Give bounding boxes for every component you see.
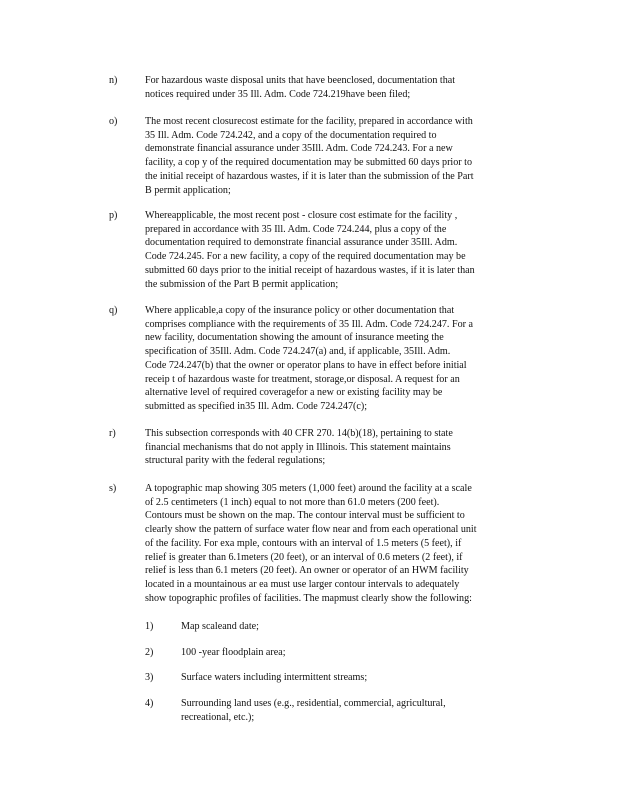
text-line: B permit application; <box>145 184 231 196</box>
item-body <box>145 74 540 101</box>
text-line: clearly show the pattern of surface water flow near and from each operational unit <box>145 524 477 536</box>
item-label: q) <box>109 305 118 316</box>
sub-item-body <box>181 646 541 660</box>
text-line: documentation required to demonstrate financial assurance under 35Ill. Adm. <box>145 237 458 249</box>
item-label: n) <box>109 75 118 86</box>
sub-item-label: 4) <box>145 698 154 709</box>
text-line: submitted as specified in35 Ill. Adm. Code 724.247(c); <box>145 400 368 412</box>
text-line: Surface waters including intermittent streams; <box>181 672 368 683</box>
text-line: relief is less than 6.1 meters (20 feet). An owner or operator of an HWM facility <box>145 565 469 577</box>
text-line: structural parity with the federal regulations; <box>145 455 326 467</box>
text-line: Contours must be shown on the map. The contour interval must be sufficient to <box>145 510 465 522</box>
item-body <box>145 427 540 468</box>
text-line: A topographic map showing 305 meters (1,000 feet) around the facility at a scale <box>145 483 472 494</box>
text-line: the initial receipt of hazardous wastes, if it is later than the submission of the Part <box>145 170 474 182</box>
text-line: Code 724.247(b) that the owner or operator plans to have in effect before initial <box>145 359 467 371</box>
item-body <box>145 482 540 605</box>
text-line: This subsection corresponds with 40 CFR 270. 14(b)(18), pertaining to state <box>145 428 453 439</box>
text-line: of the facility. For exa mple, contours with an interval of 1.5 meters (5 feet), if <box>145 537 462 549</box>
text-line: Map scaleand date; <box>181 621 259 632</box>
text-line: 35 Ill. Adm. Code 724.242, and a copy of the documentation required to <box>145 129 437 141</box>
text-line: comprises compliance with the requirements of 35 Ill. Adm. Code 724.247. For a <box>145 318 473 330</box>
text-line: For hazardous waste disposal units that have beenclosed, documentation that <box>145 75 456 86</box>
text-line: Whereapplicable, the most recent post - closure cost estimate for the facility , <box>145 210 458 221</box>
sub-item-body <box>181 620 541 634</box>
text-line: notices required under 35 Ill. Adm. Code 724.219have been filed; <box>145 88 411 100</box>
text-line: Where applicable,a copy of the insurance policy or other documentation that <box>145 305 455 316</box>
sub-item-label: 1) <box>145 621 154 632</box>
text-line: show topographic profiles of facilities. The mapmust clearly show the following: <box>145 592 472 604</box>
text-line: submitted 60 days prior to the initial receipt of hazardous wastes, if it is later than <box>145 264 475 276</box>
text-line: demonstrate financial assurance under 35Ill. Adm. Code 724.243. For a new <box>145 143 453 155</box>
item-label: p) <box>109 210 118 221</box>
text-line: located in a mountainous ar ea must use larger contour intervals to adequately <box>145 578 460 590</box>
text-line: facility, a cop y of the required documentation may be submitted 60 days prior to <box>145 157 473 169</box>
text-line: of 2.5 centimeters (1 inch) equal to not more than 61.0 meters (200 feet). <box>145 496 440 508</box>
text-line: recreational, etc.); <box>181 711 255 723</box>
text-line: Surrounding land uses (e.g., residential, commercial, agricultural, <box>181 698 446 709</box>
sub-item-label: 2) <box>145 647 154 658</box>
text-line: specification of 35Ill. Adm. Code 724.247(a) and, if applicable, 35Ill. Adm. <box>145 346 451 358</box>
text-line: The most recent closurecost estimate for the facility, prepared in accordance with <box>145 116 473 127</box>
text-line: prepared in accordance with 35 Ill. Adm. Code 724.244, plus a copy of the <box>145 223 447 235</box>
sub-item-label: 3) <box>145 672 154 683</box>
text-line: alternative level of required coveragefor a new or existing facility may be <box>145 387 443 399</box>
text-line: the submission of the Part B permit application; <box>145 278 339 290</box>
text-line: relief is greater than 6.1meters (20 feet), or an interval of 0.6 meters (2 feet), if <box>145 551 463 563</box>
text-line: financial mechanisms that do not apply in Illinois. This statement maintains <box>145 441 451 453</box>
item-body <box>145 304 540 414</box>
sub-item-body <box>181 697 541 724</box>
item-label: o) <box>109 116 118 127</box>
item-label: r) <box>109 428 116 439</box>
text-line: 100 -year floodplain area; <box>181 647 286 658</box>
item-body <box>145 209 540 291</box>
item-body <box>145 115 540 197</box>
sub-item-body <box>181 671 541 685</box>
text-line: Code 724.245. For a new facility, a copy of the required documentation may be <box>145 251 466 263</box>
text-line: receip t of hazardous waste for treatment, storage,or disposal. A request for an <box>145 373 460 385</box>
item-label: s) <box>109 483 117 494</box>
text-line: new facility, documentation showing the amount of insurance meeting the <box>145 332 444 344</box>
